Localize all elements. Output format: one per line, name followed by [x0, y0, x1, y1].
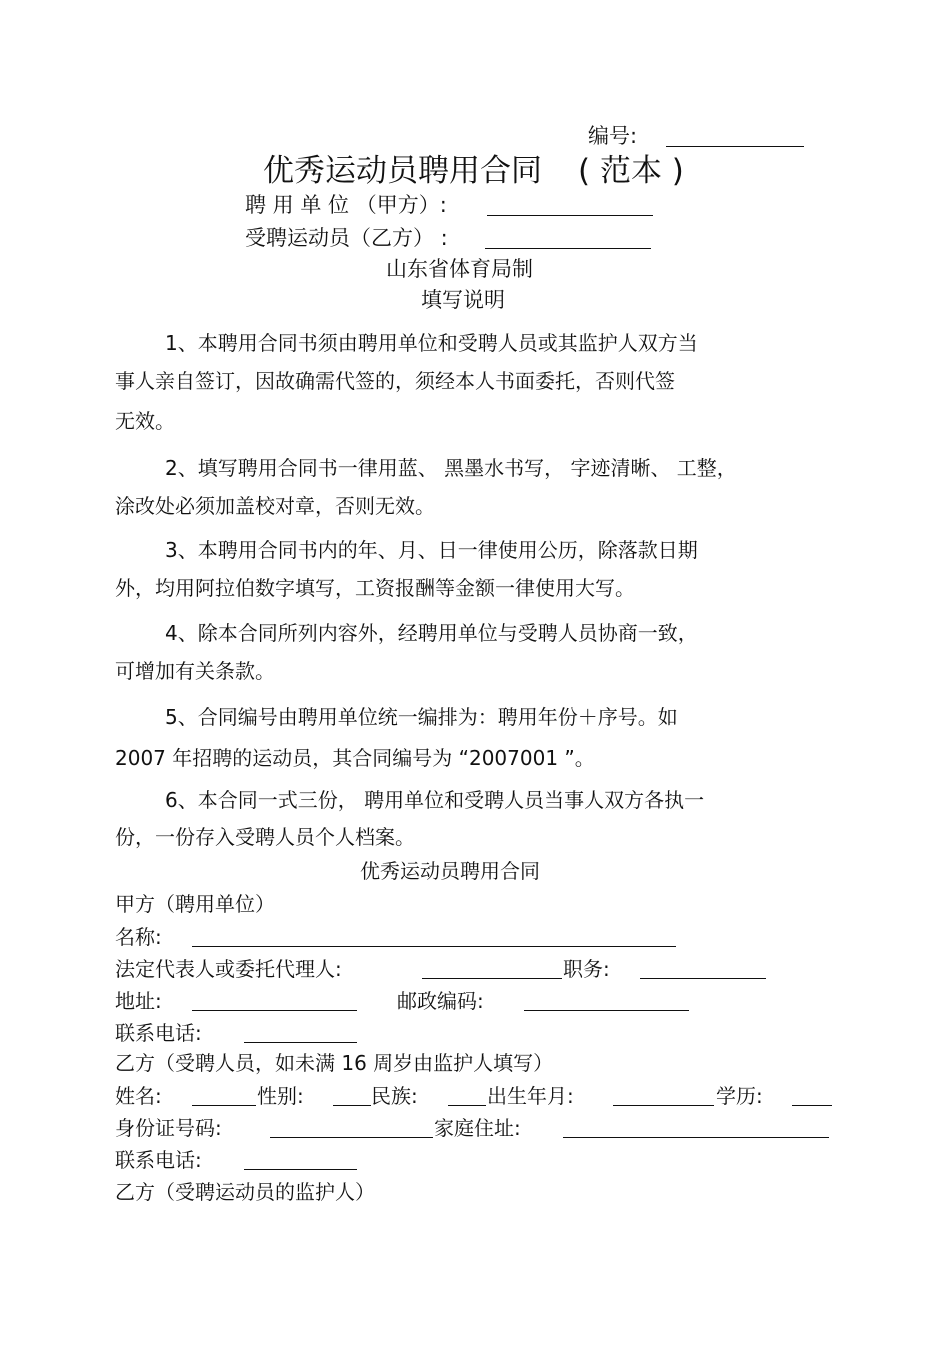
instruction-3-line-2: 外，均用阿拉伯数字填写，工资报酬等金额一律使用大写。 — [115, 576, 635, 600]
party-b-name-field[interactable] — [192, 1105, 256, 1106]
instruction-2-first: 2、填写聘用合同书一律用蓝、 黑墨水书写， 字迹清晰、 工整， — [165, 456, 737, 480]
contract-number-field[interactable] — [666, 146, 804, 147]
address-label: 地址: — [115, 989, 162, 1013]
instruction-1-line-3: 无效。 — [115, 409, 175, 433]
party-a-name-label: 名称: — [115, 925, 162, 949]
gender-label: 性别: — [257, 1084, 304, 1108]
instruction-2-line-2: 涂改处必须加盖校对章，否则无效。 — [115, 494, 435, 518]
athlete-label: 受聘运动员（乙方） : — [245, 226, 448, 250]
party-b-heading: 乙方（受聘人员，如未满 16 周岁由监护人填写） — [115, 1051, 554, 1075]
postcode-field[interactable] — [524, 1010, 689, 1011]
instruction-1-line-2: 事人亲自签订，因故确需代签的，须经本人书面委托，否则代签 — [115, 369, 675, 393]
instruction-5-line-2: 2007 年招聘的运动员，其合同编号为 “2007001 ”。 — [115, 746, 595, 770]
instruction-6-line-2: 份，一份存入受聘人员个人档案。 — [115, 825, 415, 849]
party-b-phone-label: 联系电话: — [115, 1148, 202, 1172]
instructions-title: 填写说明 — [421, 288, 505, 312]
instruction-3-first: 3、本聘用合同书内的年、月、日一律使用公历，除落款日期 — [165, 538, 698, 562]
representative-field[interactable] — [422, 978, 562, 979]
instruction-1-first: 1、本聘用合同书须由聘用单位和受聘人员或其监护人双方当 — [165, 331, 698, 355]
party-b-name-label: 姓名: — [115, 1084, 162, 1108]
contract-number-label: 编号: — [588, 124, 638, 148]
position-label: 职务: — [563, 957, 610, 981]
employer-label: 聘 用 单 位 （甲方）: — [245, 193, 447, 217]
ethnicity-field[interactable] — [448, 1105, 486, 1106]
education-label: 学历: — [716, 1084, 763, 1108]
position-field[interactable] — [640, 978, 766, 979]
representative-label: 法定代表人或委托代理人: — [115, 957, 342, 981]
home-address-label: 家庭住址: — [434, 1116, 521, 1140]
party-a-phone-field[interactable] — [244, 1042, 357, 1043]
document-title-suffix: ( 范本 ) — [578, 153, 684, 189]
education-field[interactable] — [792, 1105, 832, 1106]
address-field[interactable] — [192, 1010, 357, 1011]
party-a-name-field[interactable] — [192, 946, 676, 947]
birth-field[interactable] — [613, 1105, 714, 1106]
birth-label: 出生年月: — [487, 1084, 574, 1108]
athlete-field[interactable] — [485, 248, 651, 249]
party-b-phone-field[interactable] — [244, 1169, 357, 1170]
issuer-line: 山东省体育局制 — [386, 257, 533, 281]
contract-title: 优秀运动员聘用合同 — [360, 859, 540, 883]
document-title: 优秀运动员聘用合同 — [263, 153, 542, 189]
instruction-5-first: 5、合同编号由聘用单位统一编排为：聘用年份＋序号。如 — [165, 705, 678, 729]
party-a-phone-label: 联系电话: — [115, 1021, 202, 1045]
postcode-label: 邮政编码: — [397, 989, 484, 1013]
guardian-heading: 乙方（受聘运动员的监护人） — [115, 1180, 375, 1204]
instruction-6-first: 6、本合同一式三份， 聘用单位和受聘人员当事人双方各执一 — [165, 788, 705, 812]
home-address-field[interactable] — [563, 1137, 829, 1138]
party-a-heading: 甲方（聘用单位） — [115, 892, 275, 916]
instruction-4-line-2: 可增加有关条款。 — [115, 659, 275, 683]
instruction-4-first: 4、除本合同所列内容外，经聘用单位与受聘人员协商一致， — [165, 621, 698, 645]
id-number-field[interactable] — [270, 1137, 433, 1138]
gender-field[interactable] — [333, 1105, 371, 1106]
employer-field[interactable] — [487, 215, 653, 216]
id-number-label: 身份证号码: — [115, 1116, 222, 1140]
ethnicity-label: 民族: — [371, 1084, 418, 1108]
